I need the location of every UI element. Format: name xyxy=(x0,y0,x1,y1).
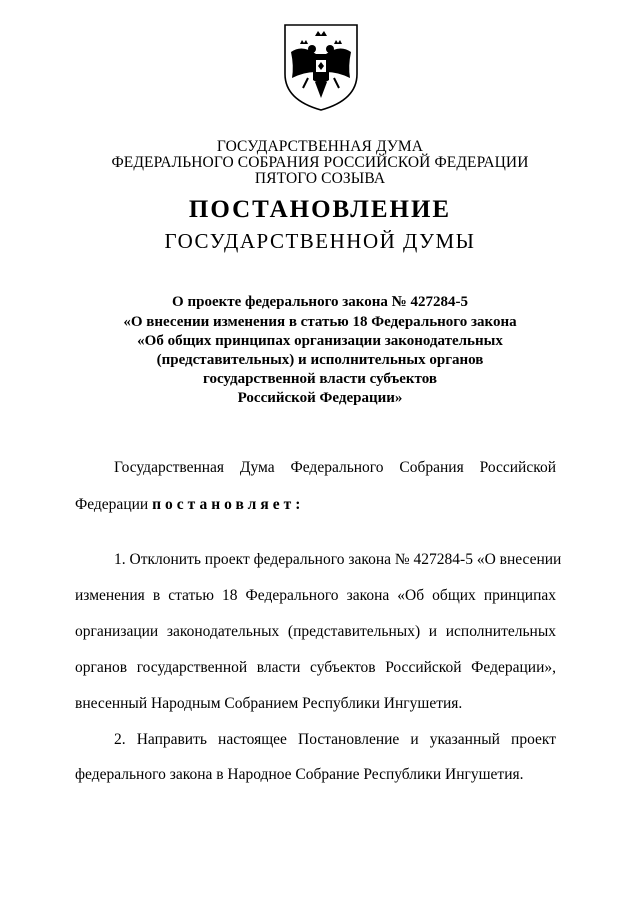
item1-line: 1. Отклонить проект федерального закона № 427284-5 «О внесении xyxy=(114,551,562,568)
preamble-text: Федерации xyxy=(75,496,149,513)
subject-line: (представительных) и исполнительных органов xyxy=(156,352,484,368)
item2-line: 2. Направить настоящее Постановление и указанный проект xyxy=(114,731,556,748)
preamble-line: Государственная Дума Федерального Собрания Российской xyxy=(114,459,556,476)
preamble-verb: постановляет: xyxy=(152,496,305,513)
subject-line: государственной власти субъектов xyxy=(203,371,437,387)
document-title: ПОСТАНОВЛЕНИЕ xyxy=(188,196,452,223)
coat-of-arms-icon xyxy=(282,22,360,112)
subject-line: О проекте федерального закона № 427284-5 xyxy=(172,294,468,310)
org-name-line1: ГОСУДАРСТВЕННАЯ ДУМА xyxy=(216,138,424,155)
item1-line: органов государственной власти субъектов Российской Федерации», xyxy=(75,659,556,676)
item1-line: внесенный Народным Собранием Республики Ингушетия. xyxy=(75,695,463,712)
org-name-line2: ФЕДЕРАЛЬНОГО СОБРАНИЯ РОССИЙСКОЙ ФЕДЕРАЦИИ xyxy=(111,154,529,171)
document-subtitle: ГОСУДАРСТВЕННОЙ ДУМЫ xyxy=(164,229,476,253)
subject-line: Российской Федерации» xyxy=(237,390,403,406)
subject-line: «О внесении изменения в статью 18 Федерального закона xyxy=(123,314,517,330)
subject-line: «Об общих принципах организации законодательных xyxy=(137,333,503,349)
preamble-line xyxy=(75,496,304,514)
item1-line: организации законодательных (представительных) и исполнительных xyxy=(75,623,556,640)
convocation-line: ПЯТОГО СОЗЫВА xyxy=(254,170,386,187)
item1-line: изменения в статью 18 Федерального закона «Об общих принципах xyxy=(75,587,556,604)
item2-line: федерального закона в Народное Собрание Республики Ингушетия. xyxy=(75,766,524,783)
